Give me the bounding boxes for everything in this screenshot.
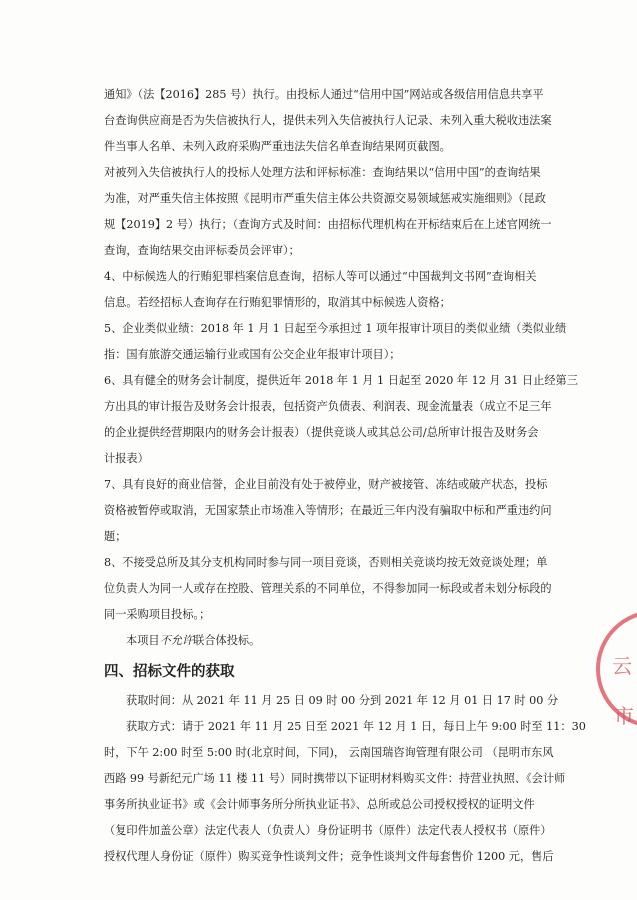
text-line: 7、具有良好的商业信誉，企业目前没有处于被停业，财产被接管、冻结或破产状态，投标 bbox=[104, 478, 548, 491]
text-line: 位负责人为同一人或存在控股、管理关系的不同单位，不得参加同一标段或者未划分标段的 bbox=[104, 582, 552, 595]
text-line: 同一采购项目投标。； bbox=[104, 608, 211, 621]
method-line: 西路 99 号新纪元广场 11 楼 11 号）同时携带以下证明材料购买文件：持营业执照、《会计师 bbox=[104, 772, 566, 785]
text-line: 指：国有旅游交通运输行业或国有公交企业年报审计项目）； bbox=[104, 348, 401, 361]
joint-bid-line bbox=[126, 628, 260, 654]
method-line: 事务所执业证书》或《会计师事务所分所执业证书》、总所或总公司授权授权的证明文件 bbox=[104, 798, 535, 811]
text-line: 8、不接受总所及其分支机构同时参与同一项目竞谈，否则相关竞谈均按无效竞谈处理；单 bbox=[104, 556, 548, 569]
stamp-char: 市 bbox=[614, 704, 634, 728]
joint-suffix: 联合体投标。 bbox=[193, 634, 261, 647]
text-line: 通知》（法【2016】285 号）执行。由投标人通过“信用中国”网站或各级信用信息共享平 bbox=[104, 88, 544, 101]
text-line: 计报表） bbox=[104, 452, 149, 465]
text-line: 题； bbox=[104, 530, 127, 543]
text-line: 为准，对严重失信主体按照《昆明市严重失信主体公共资源交易领域惩戒实施细则》（昆政 bbox=[104, 192, 546, 205]
joint-italic: 不允许 bbox=[159, 634, 194, 647]
time-line: 获取时间：从 2021 年 11 月 25 日 09 时 00 分到 2021 年 12 月 01 日 17 时 00 分 bbox=[126, 694, 559, 707]
text-line: 6、具有健全的财务会计制度，提供近年 2018 年 1 月 1 日起至 2020 年 12 月 31 日止经第三 bbox=[104, 374, 578, 387]
text-line: 台查询供应商是否为失信被执行人，提供未列入失信被执行人记录、未列入重大税收违法案 bbox=[104, 114, 552, 127]
joint-prefix: 本项目 bbox=[126, 634, 160, 647]
method-line: 获取方式：请于 2021 年 11 月 25 日至 2021 年 12 月 1 日，每日上午 9:00 时至 11：30 bbox=[126, 720, 586, 733]
text-line: 资格被暂停或取消，无国家禁止市场准入等情形；在最近三年内没有骗取中标和严重违约问 bbox=[104, 504, 552, 517]
section-title: 四、招标文件的获取 bbox=[104, 664, 235, 680]
text-line: 件当事人名单、未列入政府采购严重违法失信名单查询结果网页截图。 bbox=[104, 140, 451, 153]
text-line: 5、企业类似业绩：2018 年 1 月 1 日起至今承担过 1 项年报审计项目的类似业绩（类似业绩 bbox=[104, 322, 567, 335]
text-line: 的企业提供经营期限内的财务会计报表）（提供竞谈人或其总公司/总所审计报告及财务会 bbox=[104, 426, 539, 439]
text-line: 规【2019】2 号）执行；（查询方式及时间：由招标代理机构在开标结束后在上述官网统一 bbox=[104, 218, 552, 231]
text-line: 信息。若经招标人查询存在行贿犯罪情形的，取消其中标候选人资格； bbox=[104, 296, 451, 309]
method-line: 时，下午 2:00 时至 5:00 时(北京时间，下同)， 云南国瑞咨询管理有限公司 （昆明市东风 bbox=[104, 746, 554, 759]
text-line: 方出具的审计报告及财务会计报表，包括资产负债表、利润表、现金流量表（成立不足三年 bbox=[104, 400, 552, 413]
text-line: 4、中标候选人的行贿犯罪档案信息查询，招标人等可以通过“中国裁判文书网”查询相关 bbox=[104, 270, 537, 283]
text-line: 对被列入失信被执行人的投标人处理方法和评标标准：查询结果以“信用中国”的查询结果 bbox=[104, 166, 541, 179]
text-line: 查询，查询结果交由评标委员会评审）； bbox=[104, 244, 300, 257]
method-line: （复印件加盖公章）法定代表人（负责人）身份证明书（原件）法定代表人授权书（原件） bbox=[104, 824, 552, 837]
stamp-char: 云 bbox=[612, 654, 632, 678]
method-line: 授权代理人身份证（原件）购买竞争性谈判文件；竞争性谈判文件每套售价 1200 元，售后 bbox=[104, 850, 554, 863]
